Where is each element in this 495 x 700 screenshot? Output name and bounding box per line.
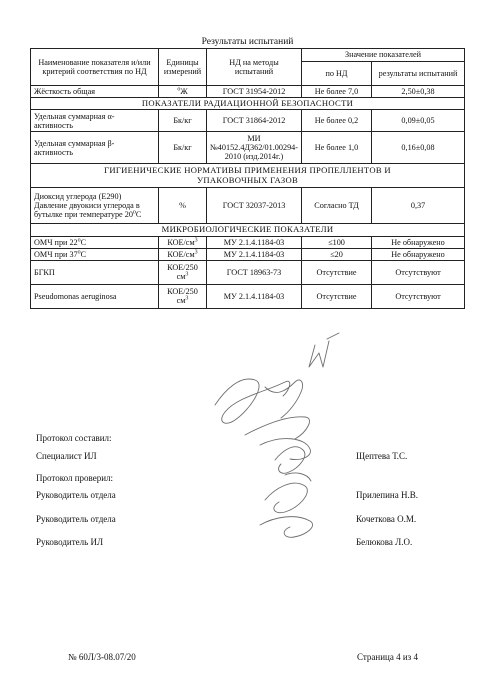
header-result: результаты испытаний	[372, 62, 465, 86]
handwritten-signatures	[205, 325, 355, 560]
cell-method: МУ 2.1.4.1184-03	[207, 236, 302, 248]
cell-name: Удельная суммарная α- активность	[31, 110, 159, 132]
head-dept-name-1: Прилепина Н.В.	[356, 490, 418, 500]
cell-method: МУ 2.1.4.1184-03	[207, 284, 302, 308]
compiled-label: Протокол составил:	[36, 433, 112, 443]
cell-method: МИ №40152.4Д362/01.00294-2010 (изд.2014г.)	[207, 132, 302, 164]
header-norm: по НД	[302, 62, 372, 86]
table-row-beta	[31, 132, 465, 164]
table-row-pseudomonas	[31, 284, 465, 308]
cell-method: ГОСТ 18963-73	[207, 260, 302, 284]
cell-unit: %	[159, 188, 207, 224]
head-lab-role: Руководитель ИЛ	[36, 537, 104, 547]
table-row-co2	[31, 188, 465, 224]
cell-unit: $^о$Ж	[159, 86, 207, 98]
section-title: МИКРОБИОЛОГИЧЕСКИЕ ПОКАЗАТЕЛИ	[31, 224, 465, 236]
table-row-omch37	[31, 248, 465, 260]
cell-result: Не обнаружено	[372, 236, 465, 248]
section-hygienic-row	[31, 164, 465, 188]
cell-method: ГОСТ 31954-2012	[207, 86, 302, 98]
co2-name-line1: Диоксид углерода (Е290)	[34, 192, 122, 202]
table-row-alpha	[31, 110, 465, 132]
cell-norm: Отсутствие	[302, 260, 372, 284]
page-title: Результаты испытаний	[201, 37, 294, 47]
cell-name: Pseudomonas aeruginosa	[31, 284, 159, 308]
cell-name: Жёсткость общая	[31, 86, 159, 98]
cell-method: МУ 2.1.4.1184-03	[207, 248, 302, 260]
head-dept-role-1: Руководитель отдела	[36, 490, 116, 500]
cell-name: ОМЧ при $37^оС$	[31, 248, 159, 260]
cell-unit: Бк/кг	[159, 110, 207, 132]
cell-name: Удельная суммарная β- активность	[31, 132, 159, 164]
head-dept-name-2: Кочеткова О.М.	[356, 514, 417, 524]
co2-name-line2: Давление двуокиси углерода в бутылке при температуре $20^оС$	[34, 201, 142, 220]
cell-result: Не обнаружено	[372, 248, 465, 260]
header-name: Наименование показателя и/или критерий соответствия по НД	[31, 49, 159, 86]
document-number: № 60Л/3-08.07/20	[68, 652, 136, 662]
section-title: ПОКАЗАТЕЛИ РАДИАЦИОННОЙ БЕЗОПАСНОСТИ	[31, 98, 465, 110]
cell-unit: КОЕ/$см^3$	[159, 236, 207, 248]
cell-unit: КОЕ/250 $см^3$	[159, 284, 207, 308]
header-units: Единицы измерений	[159, 49, 207, 86]
head-lab-name: Белюкова Л.О.	[356, 537, 413, 547]
table-header-row	[31, 49, 465, 62]
cell-unit: КОЕ/$см^3$	[159, 248, 207, 260]
cell-norm: Отсутствие	[302, 284, 372, 308]
specialist-role: Специалист ИЛ	[36, 451, 97, 461]
section-title: ГИГИЕНИЧЕСКИЕ НОРМАТИВЫ ПРИМЕНЕНИЯ ПРОПЕЛЛЕНТОВ И УПАКОВОЧНЫХ ГАЗОВ	[31, 164, 465, 188]
cell-norm: ≤100	[302, 236, 372, 248]
cell-unit: КОЕ/250 $см^3$	[159, 260, 207, 284]
header-value-group: Значение показателей	[302, 49, 465, 62]
cell-method: ГОСТ 31864-2012	[207, 110, 302, 132]
cell-method: ГОСТ 32037-2013	[207, 188, 302, 224]
specialist-name: Щептева Т.С.	[356, 451, 408, 461]
cell-name	[31, 188, 159, 224]
cell-norm: Согласно ТД	[302, 188, 372, 224]
cell-result: 0,16±0,08	[372, 132, 465, 164]
header-method: НД на методы испытаний	[207, 49, 302, 86]
cell-result: 0,37	[372, 188, 465, 224]
cell-result: 0,09±0,05	[372, 110, 465, 132]
checked-label: Протокол проверил:	[36, 473, 114, 483]
cell-result: 2,50±0,38	[372, 86, 465, 98]
table-row-bgkp	[31, 260, 465, 284]
cell-norm: Не более 0,2	[302, 110, 372, 132]
cell-norm: Не более 1,0	[302, 132, 372, 164]
cell-norm: ≤20	[302, 248, 372, 260]
cell-name: ОМЧ при $22^оС$	[31, 236, 159, 248]
head-dept-role-2: Руководитель отдела	[36, 514, 116, 524]
page-number: Страница 4 из 4	[357, 652, 418, 662]
table-row-omch22	[31, 236, 465, 248]
table-row-hardness	[31, 86, 465, 98]
cell-result: Отсутствуют	[372, 260, 465, 284]
section-micro-row	[31, 224, 465, 236]
cell-norm: Не более 7,0	[302, 86, 372, 98]
cell-unit: Бк/кг	[159, 132, 207, 164]
cell-result: Отсутствуют	[372, 284, 465, 308]
cell-name: БГКП	[31, 260, 159, 284]
results-table	[30, 48, 465, 309]
section-radiation-row	[31, 98, 465, 110]
